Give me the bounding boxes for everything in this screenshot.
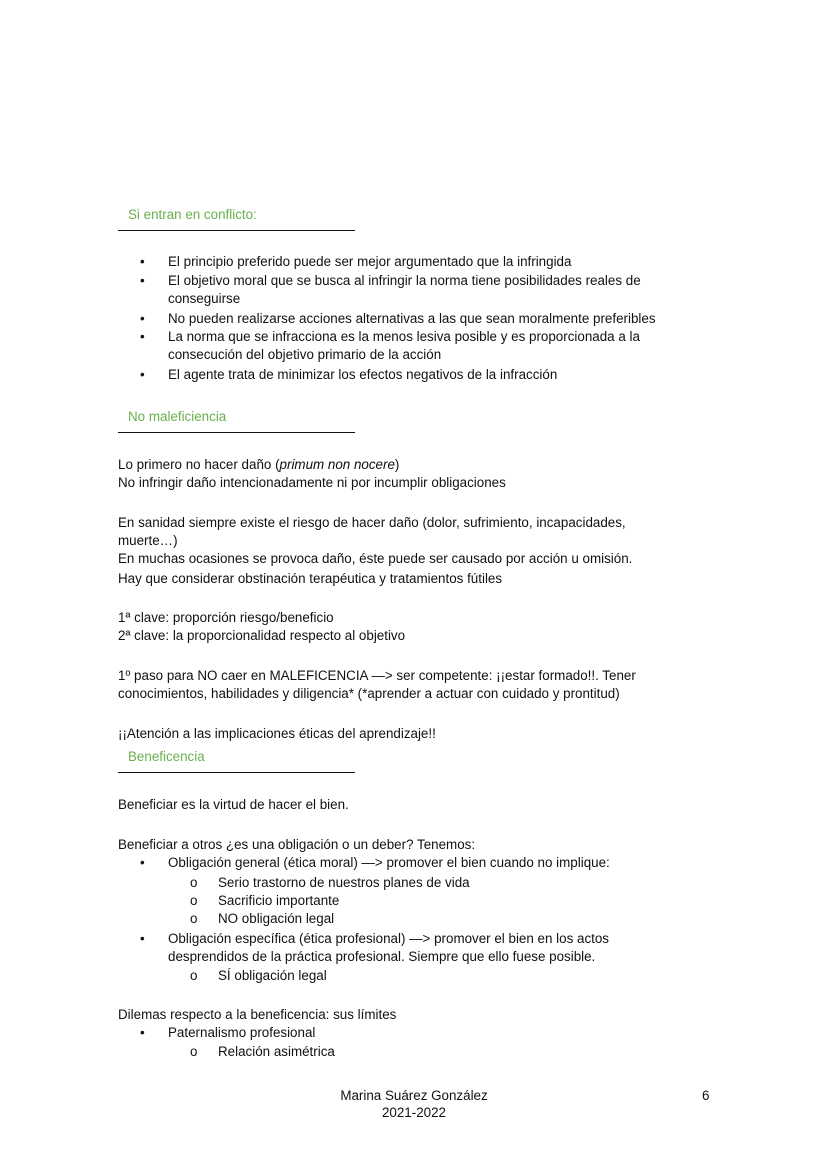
- paragraph-line: 2ª clave: la proporcionalidad respecto al objetivo: [118, 628, 406, 643]
- list-item: • La norma que se infracciona es la menos lesiva posible y es proporcionada a la: [140, 329, 640, 344]
- paragraph-line: Lo primero no hacer daño (primum non nocere): [118, 457, 400, 472]
- circle-bullet-icon: o: [190, 1044, 198, 1059]
- paragraph-line: 1ª clave: proporción riesgo/beneficio: [118, 610, 334, 625]
- paragraph-line: Hay que considerar obstinación terapéutica y tratamientos fútiles: [118, 571, 503, 586]
- paragraph-line: ¡¡Atención a las implicaciones éticas del aprendizaje!!: [118, 726, 436, 741]
- circle-bullet-icon: o: [190, 893, 198, 908]
- circle-bullet-icon: o: [190, 968, 198, 983]
- list-item: • El principio preferido puede ser mejor argumentado que la infringida: [140, 254, 572, 269]
- footer-year: 2021-2022: [381, 1105, 447, 1120]
- paragraph-line: Beneficiar a otros ¿es una obligación o un deber? Tenemos:: [118, 837, 476, 852]
- list-item: • No pueden realizarse acciones alternativas a las que sean moralmente preferibles: [140, 311, 656, 326]
- heading-beneficencia: Beneficencia: [128, 749, 205, 764]
- list-item-continuation: consecución del objetivo primario de la acción: [168, 347, 442, 362]
- paragraph-line: En muchas ocasiones se provoca daño, éste puede ser causado por acción u omisión.: [118, 551, 633, 566]
- list-item: • Paternalismo profesional: [140, 1025, 316, 1040]
- sublist-item: o SÍ obligación legal: [190, 968, 327, 983]
- paragraph-line: Beneficiar es la virtud de hacer el bien.: [118, 797, 349, 812]
- paragraph-line: muerte…): [118, 533, 178, 548]
- list-item: • El agente trata de minimizar los efectos negativos de la infracción: [140, 367, 558, 382]
- bullet-icon: •: [140, 367, 145, 382]
- circle-bullet-icon: o: [190, 911, 198, 926]
- heading-underline: [118, 230, 355, 231]
- heading-underline: [118, 772, 355, 773]
- list-item: • Obligación específica (ética profesional) —> promover el bien en los actos: [140, 931, 610, 946]
- page-number: 6: [702, 1088, 710, 1103]
- sublist-item: o Relación asimétrica: [190, 1044, 335, 1059]
- heading-no-maleficiencia: No maleficiencia: [128, 409, 227, 424]
- sublist-item: o Serio trastorno de nuestros planes de vida: [190, 875, 470, 890]
- list-item: • El objetivo moral que se busca al infringir la norma tiene posibilidades reales de: [140, 273, 641, 288]
- heading-conflict: Si entran en conflicto:: [128, 207, 257, 222]
- bullet-icon: •: [140, 1025, 145, 1040]
- bullet-icon: •: [140, 254, 145, 269]
- latin-phrase: primum non nocere: [279, 457, 395, 472]
- list-item-continuation: conseguirse: [168, 291, 241, 306]
- sublist-item: o Sacrificio importante: [190, 893, 340, 908]
- bullet-icon: •: [140, 931, 145, 946]
- paragraph-line: En sanidad siempre existe el riesgo de hacer daño (dolor, sufrimiento, incapacidades,: [118, 515, 626, 530]
- list-item: • Obligación general (ética moral) —> promover el bien cuando no implique:: [140, 855, 610, 870]
- bullet-icon: •: [140, 329, 145, 344]
- paragraph-line: Dilemas respecto a la beneficencia: sus límites: [118, 1007, 397, 1022]
- paragraph-line: 1º paso para NO caer en MALEFICENCIA —> ser competente: ¡¡estar formado!!. Tener: [118, 668, 636, 683]
- heading-underline: [118, 432, 355, 433]
- bullet-icon: •: [140, 311, 145, 326]
- bullet-icon: •: [140, 273, 145, 288]
- bullet-icon: •: [140, 855, 145, 870]
- circle-bullet-icon: o: [190, 875, 198, 890]
- sublist-item: o NO obligación legal: [190, 911, 335, 926]
- list-item-continuation: desprendidos de la práctica profesional. Siempre que ello fuese posible.: [168, 949, 596, 964]
- paragraph-line: No infringir daño intencionadamente ni por incumplir obligaciones: [118, 475, 506, 490]
- paragraph-line: conocimientos, habilidades y diligencia* (*aprender a actuar con cuidado y prontitud): [118, 686, 620, 701]
- footer-author: Marina Suárez González: [340, 1088, 488, 1103]
